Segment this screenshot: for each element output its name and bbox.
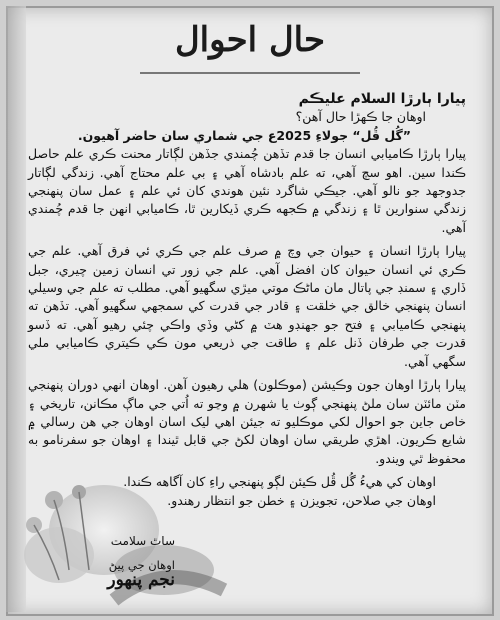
paragraph-1: پيارا ٻارڙا ڪاميابي انسان جا قدم تڏهن چُمندي جڏهن لڳاتار محنت ڪري علم حاصل ڪندا سين. اهو سچ آهي، ته علم بادشاه آهي ۽ بي علم محتاج آهي. زندگي لڳاتار جدوجهد جو نالو آهي. جيڪي شاگرد نئين هوندي کان ئي علم ۽ عمل سان پنهنجي زندگي سنوارين ٿا ۽ زندگي ۾ ڪجهه ڪري ڏيکارين ٿا، ڪاميابي انهن جا قدم چُمندي آهي. <box>28 146 466 235</box>
page-title: حال احوال <box>174 20 326 60</box>
title-underline <box>140 72 360 74</box>
author-name: نجم پنهور <box>107 570 175 590</box>
signoff-line: ساٿ سلامت <box>110 534 175 548</box>
paragraph-2: پيارا ٻارڙا انسان ۽ حيوان جي وچ ۾ صرف علم جي ڪري ئي فرق آهي. علم جي ڪري ئي انسان حيوان کان افضل آهي. علم جي زور تي انسان زمين چيري، جبل ڏاري ۽ سمنڊ جي پاتال مان ماڻڪ موتي ميڙي سگهيو آهي. مطلب ته علم جي وسيلي انسان پنهنجي خالق جي خلقت ۽ قادر جي قدرت کي سمجهي سگهيو آهي. تڏهن ته پنهنجي ڪاميابي ۽ فتح جو جهنڊو هٽ ۾ کڻي وڏي واڪي چئي رهيو آهي. ته ڏسو قدرت جي طرفان ڏنل علم ۽ طاقت جي ذريعي مون ڪي ڪيتري ڪاميابي ملي سگهي آهي. <box>28 243 466 369</box>
salutation: پيارا ٻارڙا السلام عليڪم <box>298 91 466 107</box>
signoff-relation: اوهان جي پيڻ <box>108 558 175 572</box>
paragraph-3: پيارا ٻارڙا اوهان جون وڪيشن (موڪلون) هلي رهيون آهن. اوهان انهي دوران پنهنجي مٽن مائٽن سان ملڻ پنهنجي ڳوٺ يا شهرن ۾ وڃو ته اُتي جي ماڳ مڪانن، تاريخي ۽ خاص جاين جو احوال لکي موڪليو ته جيئن اهي ليک اسان اوهان جي هن رسالي ۾ شايع ڪريون. اهڙي طريقي سان اوهان لکڻ جي قابل ٿيندا ۽ اوهان جو سفرنامو به محفوظ ٿي ويندو. <box>28 377 466 466</box>
greeting-question: اوهان جا ڪهڙا حال آهن؟ <box>295 109 426 125</box>
issue-announcement: ”گُل ڦُل“ جولاءِ 2025ع جي شماري سان حاضر آهيون. <box>77 127 411 143</box>
editorial-body <box>28 90 466 510</box>
closing-line-1: اوهان کي هيءُ گُل ڦُل ڪيئن لڳو پنهنجي راءِ کان آگاهه ڪندا. <box>123 474 436 490</box>
closing-line-2: اوهان جي صلاحن، تجويزن ۽ خطن جو انتظار رهندو. <box>167 492 436 508</box>
signature-block <box>65 534 175 590</box>
